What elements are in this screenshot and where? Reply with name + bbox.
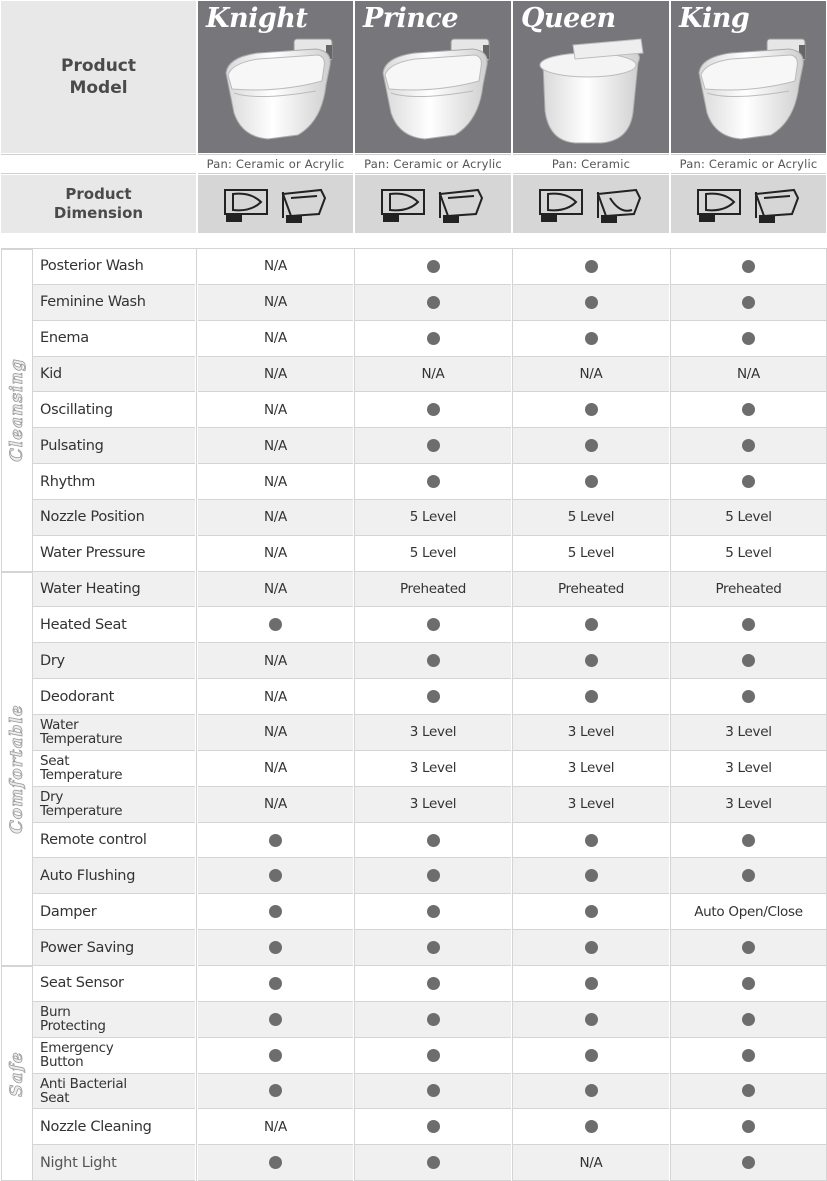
dimension-cell: [198, 175, 353, 233]
value-cell: [198, 715, 353, 751]
value-cell: [513, 392, 669, 428]
model-card-knight: [198, 1, 353, 153]
value-cell: [671, 464, 826, 500]
supported-dot: [427, 618, 440, 631]
grid-line: [196, 249, 197, 1181]
supported-dot: [269, 618, 282, 631]
value-cell: [355, 966, 511, 1002]
not-available-text: N/A: [421, 365, 445, 382]
group-comfortable: [1, 572, 33, 966]
not-available-text: N/A: [264, 545, 287, 562]
value-text: 5 Level: [725, 545, 772, 562]
supported-dot: [742, 296, 755, 309]
supported-dot: [742, 654, 755, 667]
supported-dot: [585, 296, 598, 309]
value-text: Preheated: [399, 581, 467, 598]
supported-dot: [742, 834, 755, 847]
supported-dot: [585, 1049, 598, 1062]
feature-label: Anti Bacterial Seat: [33, 1074, 195, 1110]
value-cell: [355, 249, 511, 285]
supported-dot: [742, 1013, 755, 1026]
value-cell: [513, 894, 669, 930]
feature-label: Seat Temperature: [33, 751, 195, 787]
supported-dot: [427, 1049, 440, 1062]
value-cell: [513, 1074, 669, 1110]
feature-label: Water Heating: [33, 572, 195, 608]
feature-label: Feminine Wash: [33, 285, 195, 321]
value-cell: [513, 1145, 669, 1181]
value-cell: [671, 1002, 826, 1038]
product-model-text: Product Model: [61, 55, 136, 98]
value-cell: [513, 643, 669, 679]
model-name: Prince: [363, 3, 459, 34]
feature-label: Nozzle Cleaning: [33, 1109, 195, 1145]
group-label: Safe: [7, 1050, 27, 1097]
not-available-text: N/A: [264, 581, 287, 598]
value-cell: [198, 1109, 353, 1145]
value-cell: [671, 572, 826, 608]
value-cell: [671, 321, 826, 357]
value-cell: [198, 392, 353, 428]
supported-dot: [585, 439, 598, 452]
not-available-text: N/A: [264, 437, 287, 454]
not-available-text: N/A: [264, 1118, 287, 1135]
not-available-text: N/A: [264, 258, 287, 275]
dimension-drawing: [378, 184, 488, 224]
pan-material: Pan: Ceramic or Acrylic: [355, 154, 511, 174]
value-cell: [513, 679, 669, 715]
product-dimension-label: [1, 175, 196, 233]
supported-dot: [742, 439, 755, 452]
value-cell: [671, 285, 826, 321]
value-cell: [355, 1074, 511, 1110]
supported-dot: [585, 475, 598, 488]
value-text: Preheated: [557, 581, 625, 598]
value-cell: [671, 966, 826, 1002]
value-cell: [355, 679, 511, 715]
value-text: 3 Level: [409, 796, 457, 813]
value-cell: [513, 715, 669, 751]
not-available-text: N/A: [264, 330, 287, 347]
value-cell: [198, 930, 353, 966]
value-cell: [355, 823, 511, 859]
supported-dot: [742, 332, 755, 345]
feature-label: Auto Flushing: [33, 858, 195, 894]
supported-dot: [585, 260, 598, 273]
value-cell: [198, 428, 353, 464]
value-text: 5 Level: [567, 509, 615, 526]
value-cell: [671, 608, 826, 644]
supported-dot: [269, 977, 282, 990]
value-cell: [198, 643, 353, 679]
value-cell: [671, 930, 826, 966]
value-cell: [198, 1038, 353, 1074]
value-cell: [513, 608, 669, 644]
value-cell: [355, 643, 511, 679]
value-cell: [355, 751, 511, 787]
value-cell: [355, 464, 511, 500]
value-cell: [513, 572, 669, 608]
value-cell: [198, 1145, 353, 1181]
supported-dot: [742, 941, 755, 954]
value-cell: [671, 858, 826, 894]
pan-material: Pan: Ceramic or Acrylic: [198, 154, 353, 174]
value-cell: [671, 249, 826, 285]
value-text: 3 Level: [725, 760, 772, 777]
supported-dot: [742, 1120, 755, 1133]
supported-dot: [427, 834, 440, 847]
value-cell: [671, 536, 826, 572]
feature-label: Water Temperature: [33, 715, 195, 751]
supported-dot: [427, 941, 440, 954]
value-text: 5 Level: [725, 509, 772, 526]
supported-dot: [427, 977, 440, 990]
feature-label: Burn Protecting: [33, 1002, 195, 1038]
value-cell: [355, 1002, 511, 1038]
feature-label: Enema: [33, 321, 195, 357]
group-cleansing: [1, 249, 33, 572]
feature-label: Water Pressure: [33, 536, 195, 572]
supported-dot: [742, 1156, 755, 1169]
value-cell: [198, 966, 353, 1002]
model-card-king: [671, 1, 826, 153]
value-cell: [355, 285, 511, 321]
pan-material: Pan: Ceramic or Acrylic: [671, 154, 826, 174]
value-cell: [355, 357, 511, 393]
value-text: 3 Level: [567, 760, 615, 777]
value-cell: [198, 357, 353, 393]
value-cell: [671, 1038, 826, 1074]
supported-dot: [585, 905, 598, 918]
supported-dot: [269, 834, 282, 847]
value-cell: [355, 500, 511, 536]
not-available-text: N/A: [737, 365, 760, 382]
product-dimension-text: Product Dimension: [53, 184, 144, 222]
product-model-label: [1, 1, 196, 153]
model-name: Queen: [521, 3, 616, 34]
value-cell: [198, 572, 353, 608]
supported-dot: [742, 403, 755, 416]
value-cell: [671, 357, 826, 393]
feature-label: Oscillating: [33, 392, 195, 428]
not-available-text: N/A: [579, 1154, 603, 1171]
not-available-text: N/A: [264, 294, 287, 311]
value-cell: [513, 357, 669, 393]
feature-label: Power Saving: [33, 930, 195, 966]
value-cell: [513, 930, 669, 966]
supported-dot: [585, 332, 598, 345]
supported-dot: [427, 1084, 440, 1097]
supported-dot: [427, 1013, 440, 1026]
supported-dot: [427, 475, 440, 488]
value-cell: [671, 1145, 826, 1181]
model-name: Knight: [206, 3, 308, 34]
supported-dot: [585, 834, 598, 847]
value-cell: [671, 787, 826, 823]
supported-dot: [427, 403, 440, 416]
value-text: 3 Level: [725, 724, 772, 741]
dimension-cell: [355, 175, 511, 233]
value-cell: [513, 858, 669, 894]
value-cell: [198, 787, 353, 823]
value-cell: [355, 715, 511, 751]
supported-dot: [585, 869, 598, 882]
value-cell: [671, 1074, 826, 1110]
supported-dot: [269, 941, 282, 954]
value-cell: [198, 285, 353, 321]
feature-label: Night Light: [33, 1145, 195, 1181]
value-cell: [355, 1145, 511, 1181]
supported-dot: [742, 475, 755, 488]
value-cell: [513, 249, 669, 285]
group-safe: [1, 966, 33, 1181]
grid-line: [1, 248, 827, 249]
value-cell: [355, 321, 511, 357]
supported-dot: [585, 690, 598, 703]
value-cell: [513, 428, 669, 464]
supported-dot: [585, 977, 598, 990]
feature-label: Damper: [33, 894, 195, 930]
value-cell: [513, 536, 669, 572]
value-cell: [671, 643, 826, 679]
value-cell: [198, 858, 353, 894]
value-cell: [355, 787, 511, 823]
value-cell: [513, 285, 669, 321]
value-cell: [513, 1002, 669, 1038]
value-cell: [513, 500, 669, 536]
supported-dot: [269, 1084, 282, 1097]
value-cell: [198, 249, 353, 285]
pan-row-blank: [1, 154, 196, 174]
feature-label: Pulsating: [33, 428, 195, 464]
supported-dot: [427, 654, 440, 667]
not-available-text: N/A: [264, 473, 287, 490]
value-cell: [513, 1109, 669, 1145]
value-cell: [671, 751, 826, 787]
supported-dot: [269, 905, 282, 918]
supported-dot: [269, 1049, 282, 1062]
supported-dot: [585, 403, 598, 416]
supported-dot: [427, 332, 440, 345]
dimension-drawing: [221, 184, 331, 224]
supported-dot: [742, 1084, 755, 1097]
value-cell: [198, 894, 353, 930]
supported-dot: [742, 618, 755, 631]
supported-dot: [742, 869, 755, 882]
value-cell: [671, 392, 826, 428]
value-cell: [513, 464, 669, 500]
not-available-text: N/A: [264, 724, 287, 741]
feature-label: Seat Sensor: [33, 966, 195, 1002]
supported-dot: [742, 1049, 755, 1062]
supported-dot: [269, 869, 282, 882]
grid-line: [670, 249, 671, 1181]
value-cell: [671, 715, 826, 751]
group-label: Comfortable: [7, 704, 27, 834]
value-text: 5 Level: [409, 509, 457, 526]
dimension-cell: [671, 175, 826, 233]
value-cell: [671, 679, 826, 715]
value-cell: [355, 894, 511, 930]
value-cell: [198, 536, 353, 572]
value-cell: [198, 679, 353, 715]
value-cell: [671, 1109, 826, 1145]
feature-label: Emergency Button: [33, 1038, 195, 1074]
value-text: Auto Open/Close: [694, 903, 803, 920]
value-text: 5 Level: [567, 545, 615, 562]
value-cell: [198, 1002, 353, 1038]
not-available-text: N/A: [264, 365, 287, 382]
value-cell: [198, 321, 353, 357]
supported-dot: [427, 1120, 440, 1133]
value-cell: [198, 823, 353, 859]
model-card-queen: [513, 1, 669, 153]
supported-dot: [585, 1120, 598, 1133]
value-cell: [355, 392, 511, 428]
feature-label: Remote control: [33, 823, 195, 859]
not-available-text: N/A: [579, 365, 603, 382]
feature-label: Heated Seat: [33, 608, 195, 644]
value-cell: [198, 464, 353, 500]
supported-dot: [585, 941, 598, 954]
supported-dot: [269, 1013, 282, 1026]
group-label: Cleansing: [7, 358, 27, 463]
value-cell: [513, 1038, 669, 1074]
value-text: 3 Level: [725, 796, 772, 813]
not-available-text: N/A: [264, 401, 287, 418]
supported-dot: [427, 439, 440, 452]
value-cell: [671, 500, 826, 536]
model-name: King: [679, 3, 750, 34]
value-cell: [355, 858, 511, 894]
value-cell: [513, 321, 669, 357]
value-cell: [355, 428, 511, 464]
value-cell: [355, 1038, 511, 1074]
supported-dot: [269, 1156, 282, 1169]
value-cell: [671, 428, 826, 464]
feature-label: Dry Temperature: [33, 787, 195, 823]
pan-material: Pan: Ceramic: [513, 154, 669, 174]
not-available-text: N/A: [264, 688, 287, 705]
not-available-text: N/A: [264, 652, 287, 669]
supported-dot: [427, 905, 440, 918]
supported-dot: [742, 260, 755, 273]
supported-dot: [585, 1084, 598, 1097]
feature-label: Nozzle Position: [33, 500, 195, 536]
dimension-cell: [513, 175, 669, 233]
supported-dot: [742, 977, 755, 990]
feature-label: Posterior Wash: [33, 249, 195, 285]
value-cell: [355, 536, 511, 572]
not-available-text: N/A: [264, 509, 287, 526]
value-text: 3 Level: [567, 796, 615, 813]
value-cell: [198, 1074, 353, 1110]
feature-label: Dry: [33, 643, 195, 679]
supported-dot: [427, 296, 440, 309]
supported-dot: [742, 690, 755, 703]
value-cell: [198, 751, 353, 787]
model-card-prince: [355, 1, 511, 153]
value-text: 3 Level: [409, 724, 457, 741]
feature-label: Deodorant: [33, 679, 195, 715]
value-text: 5 Level: [409, 545, 457, 562]
value-text: Preheated: [715, 581, 782, 598]
value-cell: [513, 751, 669, 787]
not-available-text: N/A: [264, 796, 287, 813]
value-text: 3 Level: [567, 724, 615, 741]
value-cell: [355, 930, 511, 966]
dimension-drawing: [536, 184, 646, 224]
value-cell: [355, 572, 511, 608]
dimension-drawing: [694, 184, 804, 224]
supported-dot: [427, 260, 440, 273]
supported-dot: [427, 869, 440, 882]
value-text: 3 Level: [409, 760, 457, 777]
value-cell: [355, 1109, 511, 1145]
value-cell: [671, 894, 826, 930]
value-cell: [513, 823, 669, 859]
value-cell: [355, 608, 511, 644]
value-cell: [513, 787, 669, 823]
value-cell: [513, 966, 669, 1002]
supported-dot: [585, 618, 598, 631]
value-cell: [198, 608, 353, 644]
supported-dot: [427, 1156, 440, 1169]
feature-label: Kid: [33, 357, 195, 393]
supported-dot: [585, 1013, 598, 1026]
supported-dot: [427, 690, 440, 703]
grid-line: [512, 249, 513, 1181]
not-available-text: N/A: [264, 760, 287, 777]
grid-line: [354, 249, 355, 1181]
value-cell: [198, 500, 353, 536]
feature-label: Rhythm: [33, 464, 195, 500]
supported-dot: [585, 654, 598, 667]
value-cell: [671, 823, 826, 859]
